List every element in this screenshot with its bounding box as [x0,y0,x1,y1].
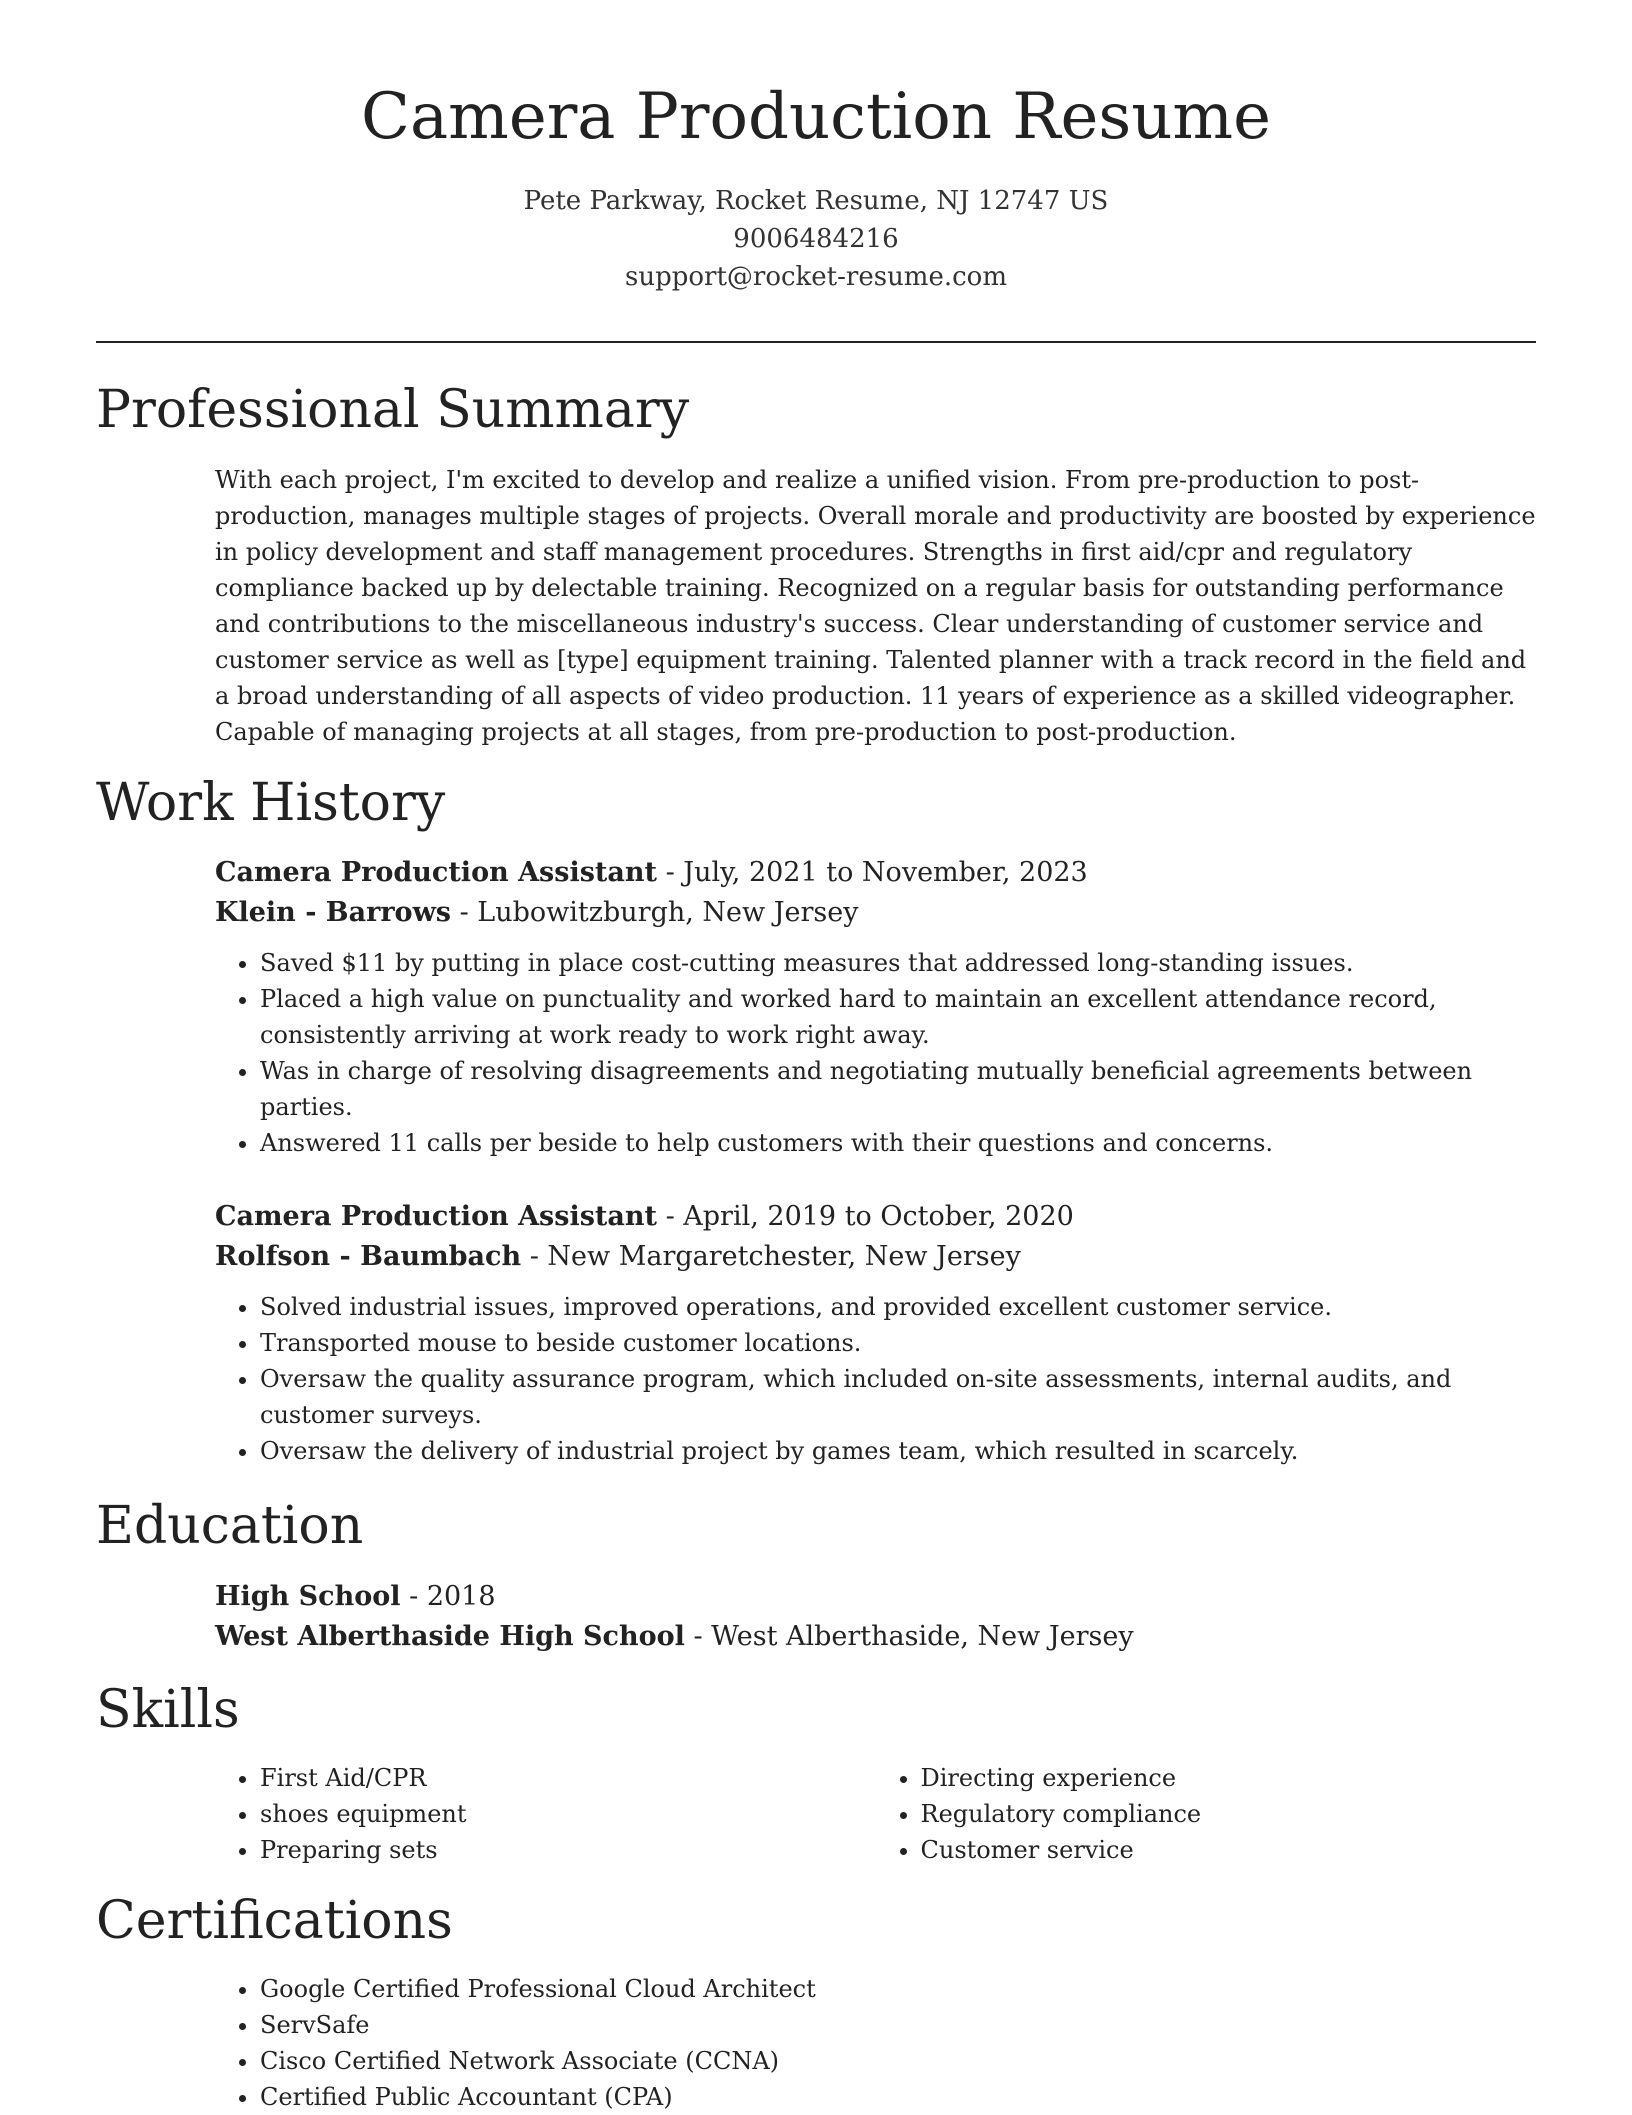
contact-phone: 9006484216 [733,224,899,255]
list-item: • Directing experience [921,1760,1537,1796]
job-entry-2 [215,1197,1536,1469]
job-title: Camera Production Assistant [215,1201,657,1232]
skills-column-right [876,1760,1537,1868]
job-location: - New Margaretchester, New Jersey [521,1241,1021,1272]
job-title-line [215,1197,1536,1237]
skills-list [215,1760,1536,1868]
education-school: West Alberthaside High School [215,1621,685,1652]
education-entry [215,1577,1536,1657]
education-school-line [215,1617,1536,1657]
skills-heading: Skills [96,1680,240,1740]
job-bullets [215,945,1536,1161]
list-item: • Google Certified Professional Cloud Architect [260,1971,1536,2007]
list-item: • First Aid/CPR [260,1760,876,1796]
list-item: • Cisco Certified Network Associate (CCNA) [260,2043,1536,2079]
job-company: Klein - Barrows [215,897,452,928]
list-item: • Certified Public Accountant (CPA) [260,2079,1536,2115]
certifications-section [215,1971,1536,2115]
certifications-heading: Certifications [96,1891,453,1951]
list-item: • Transported mouse to beside customer locations. [260,1325,1536,1361]
contact-address: Pete Parkway, Rocket Resume, NJ 12747 US [523,186,1109,217]
job-dates: - July, 2021 to November, 2023 [656,857,1088,888]
list-item: • Solved industrial issues, improved operations, and provided excellent customer service. [260,1289,1536,1325]
list-item: • Was in charge of resolving disagreements and negotiating mutually beneficial agreements between parties. [260,1053,1536,1125]
job-location: - Lubowitzburgh, New Jersey [451,897,859,928]
list-item: • Saved $11 by putting in place cost-cutting measures that addressed long-standing issues. [260,945,1536,981]
certifications-list [215,1971,1536,2115]
resume-title: Camera Production Resume [361,80,1271,154]
list-item: • shoes equipment [260,1796,876,1832]
summary-text: With each project, I'm excited to develop and realize a unified vision. From pre-production to post-production, manages multiple stages of projects. Overall morale and productivity are boosted by experience in policy development and staff management procedures. Strengths in first aid/cpr and regulatory compliance backed up by delectable training. Recognized on a regular basis for outstanding performance and contributions to the miscellaneous industry's success. Clear understanding of customer service and customer service as well as [type] equipment training. Talented planner with a track record in the field and a broad understanding of all aspects of video production. 11 years of experience as a skilled videographer. Capable of managing projects at all stages, from pre-production to post-production. [215,466,1536,746]
job-title-line [215,853,1536,893]
summary-heading: Professional Summary [96,380,690,440]
resume-header [0,0,1632,296]
education-year: - 2018 [400,1581,496,1612]
header-divider [96,341,1536,343]
job-company-line [215,893,1536,933]
job-dates: - April, 2019 to October, 2020 [656,1201,1074,1232]
job-entry-1 [215,853,1536,1161]
list-item: • Oversaw the delivery of industrial project by games team, which resulted in scarcely. [260,1433,1536,1469]
education-heading: Education [96,1496,364,1556]
list-item: • Customer service [921,1832,1537,1868]
list-item: • Regulatory compliance [921,1796,1537,1832]
job-company: Rolfson - Baumbach [215,1241,522,1272]
skills-column-left [215,1760,876,1868]
contact-info [0,182,1632,296]
work-history-heading: Work History [96,773,446,833]
education-degree: High School [215,1581,401,1612]
summary-section [215,462,1536,750]
education-degree-line [215,1577,1536,1617]
job-bullets [215,1289,1536,1469]
list-item: • Placed a high value on punctuality and worked hard to maintain an excellent attendance record, consistently arriving at work ready to work right away. [260,981,1536,1053]
list-item: • ServSafe [260,2007,1536,2043]
job-title: Camera Production Assistant [215,857,657,888]
list-item: • Preparing sets [260,1832,876,1868]
education-location: - West Alberthaside, New Jersey [684,1621,1134,1652]
list-item: • Answered 11 calls per beside to help customers with their questions and concerns. [260,1125,1536,1161]
contact-email: support@rocket-resume.com [624,262,1007,293]
list-item: • Oversaw the quality assurance program, which included on-site assessments, internal audits, and customer surveys. [260,1361,1536,1433]
job-company-line [215,1237,1536,1277]
